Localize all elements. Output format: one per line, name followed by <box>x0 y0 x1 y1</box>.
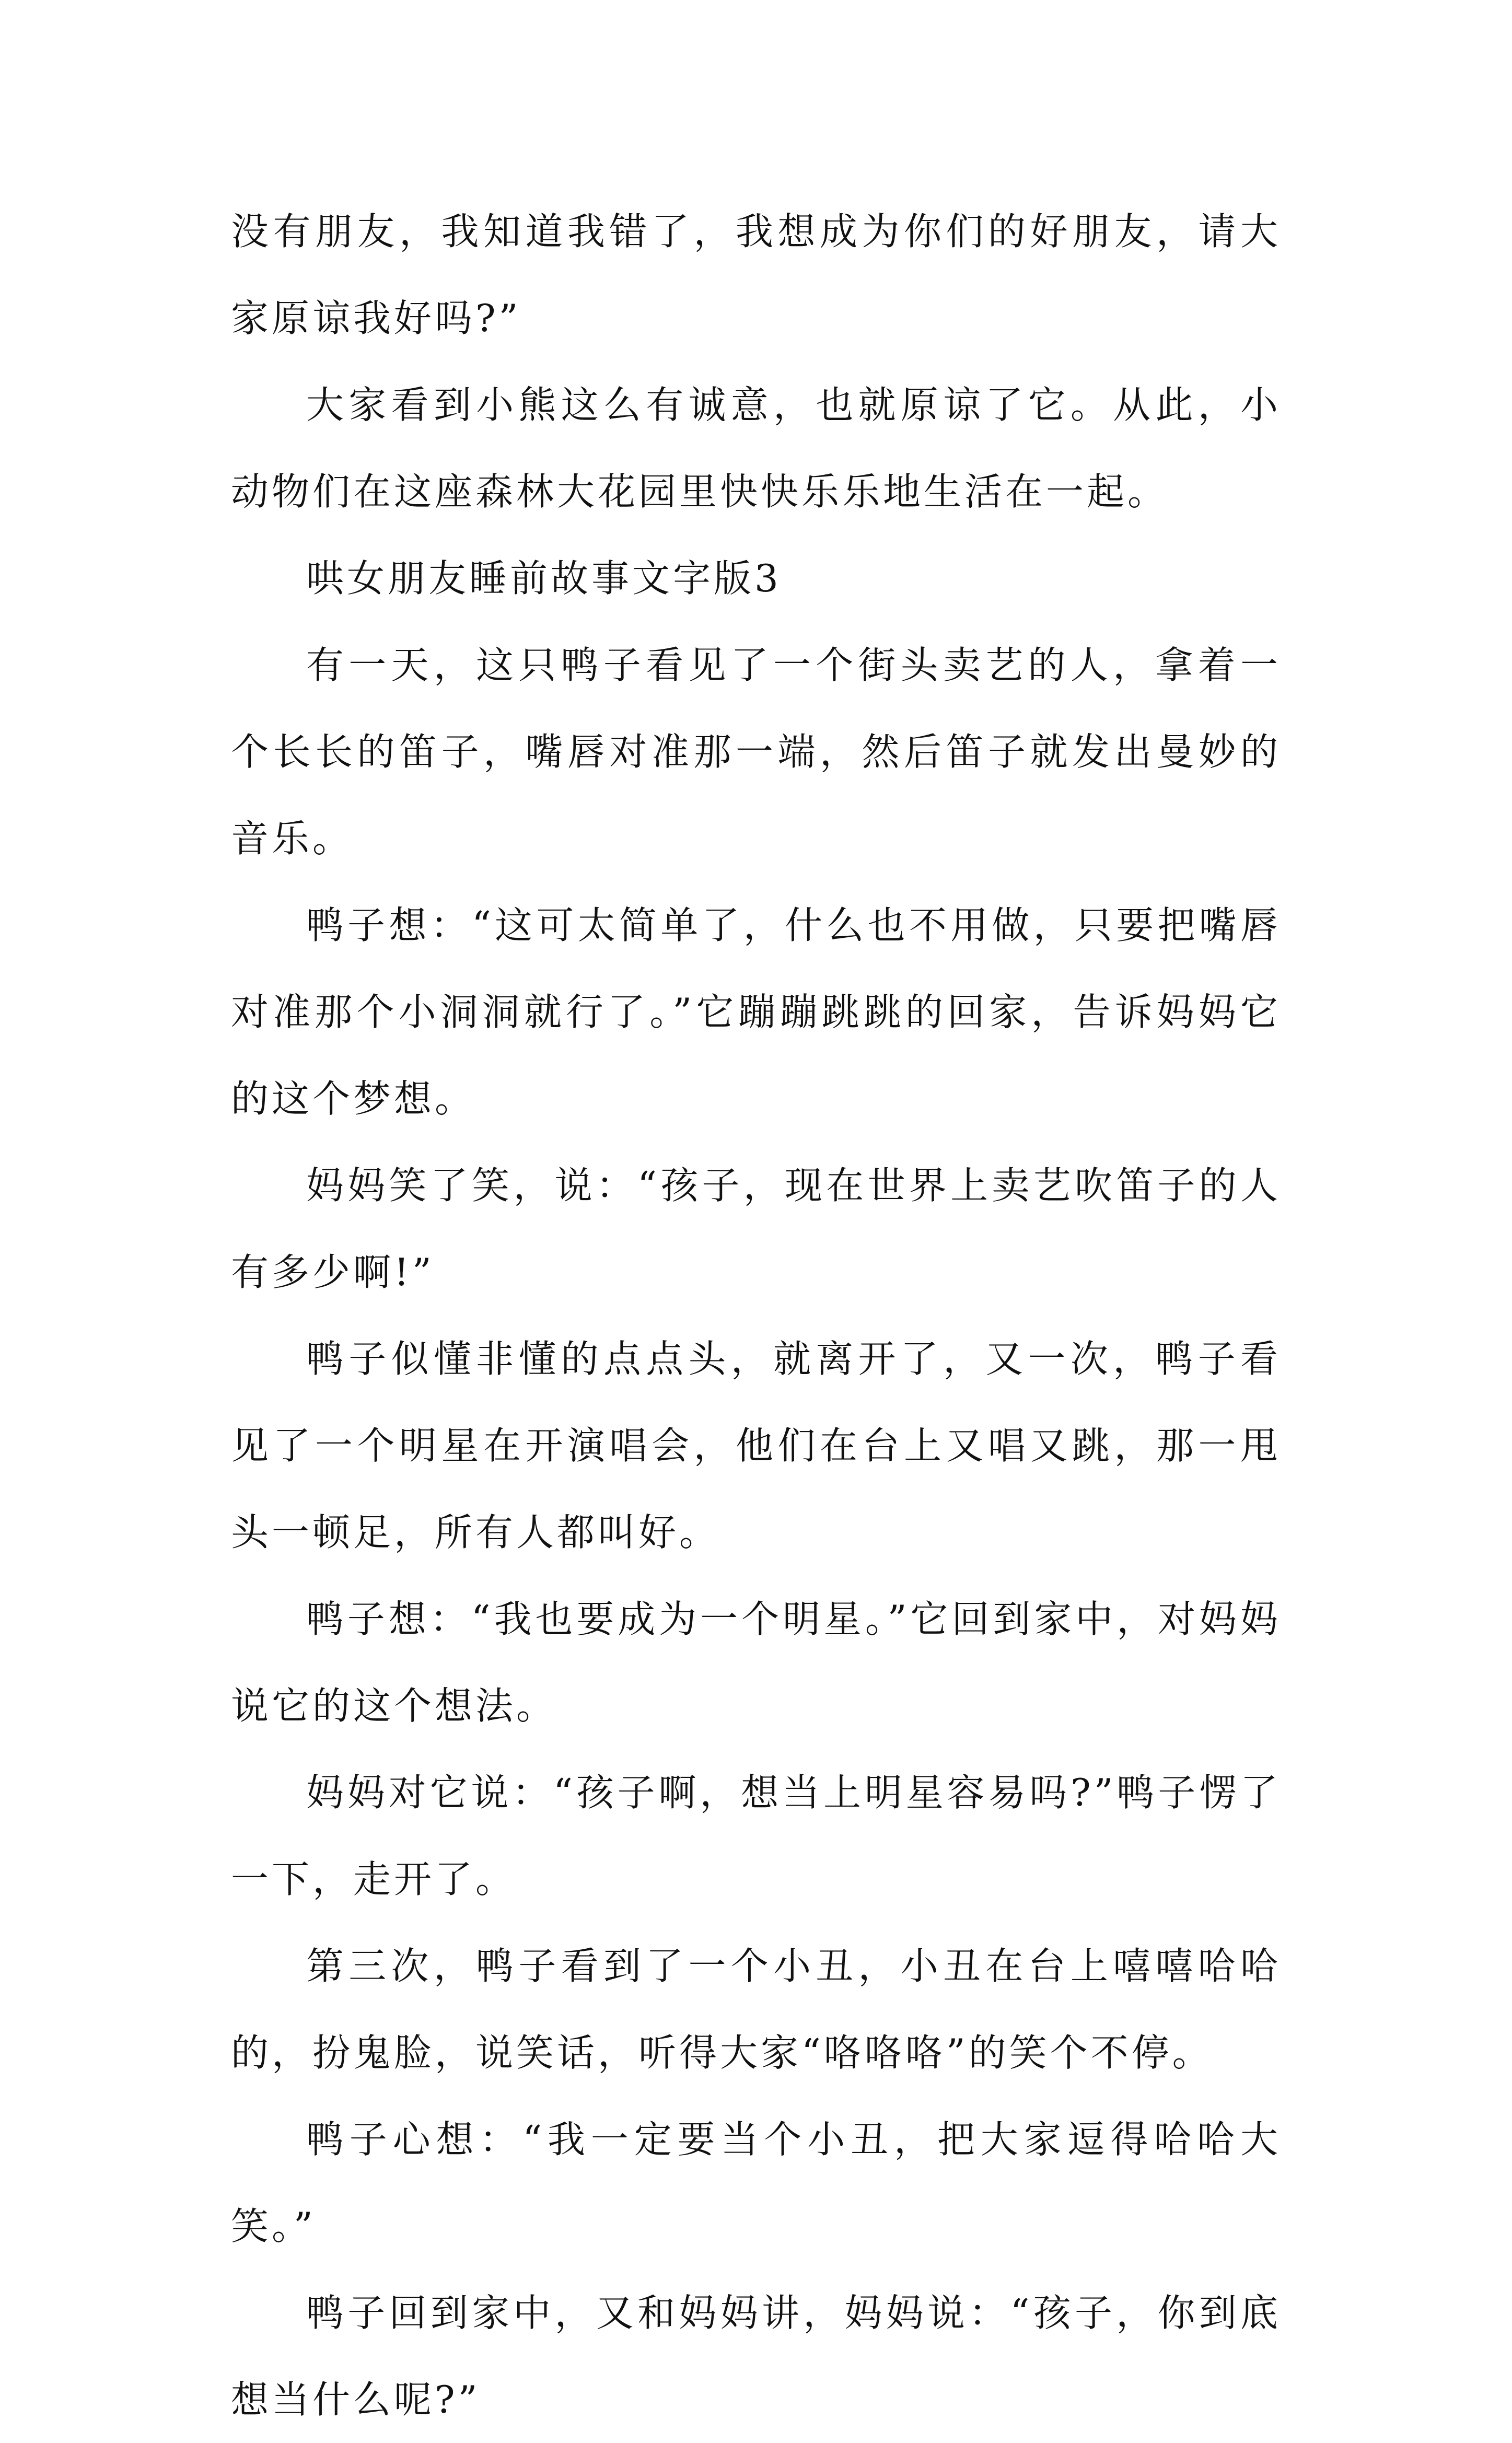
paragraph: 妈妈对它说：“孩子啊，想当上明星容易吗?”鸭子愣了一下，走开了。 <box>231 1771 1281 1901</box>
paragraph: 大家看到小熊这么有诚意，也就原谅了它。从此，小动物们在这座森林大花园里快快乐乐地生活在一起。 <box>231 383 1281 514</box>
paragraph: 第三次，鸭子看到了一个小丑，小丑在台上嘻嘻哈哈的，扮鬼脸，说笑话，听得大家“咯咯咯”的笑个不停。 <box>231 1944 1281 2075</box>
paragraph-continuation: 没有朋友，我知道我错了，我想成为你们的好朋友，请大家原谅我好吗?” <box>231 210 1281 340</box>
paragraph: 鸭子心想：“我一定要当个小丑，把大家逗得哈哈大笑。” <box>231 2118 1281 2248</box>
document-body <box>231 188 1281 2443</box>
paragraph: 鸭子想：“我也要成为一个明星。”它回到家中，对妈妈说它的这个想法。 <box>231 1597 1281 1728</box>
paragraph: 有一天，这只鸭子看见了一个街头卖艺的人，拿着一个长长的笛子，嘴唇对准那一端，然后笛子就发出曼妙的音乐。 <box>231 643 1281 860</box>
paragraph: 妈妈笑了笑，说：“孩子，现在世界上卖艺吹笛子的人有多少啊!” <box>231 1164 1281 1294</box>
paragraph: 鸭子想：“这可太简单了，什么也不用做，只要把嘴唇对准那个小洞洞就行了。”它蹦蹦跳跳的回家，告诉妈妈它的这个梦想。 <box>231 903 1281 1121</box>
section-heading: 哄女朋友睡前故事文字版3 <box>306 556 782 600</box>
paragraph: 鸭子回到家中，又和妈妈讲，妈妈说：“孩子，你到底想当什么呢?” <box>231 2291 1281 2422</box>
paragraph: 鸭子似懂非懂的点点头，就离开了，又一次，鸭子看见了一个明星在开演唱会，他们在台上又唱又跳，那一甩头一顿足，所有人都叫好。 <box>231 1337 1281 1554</box>
